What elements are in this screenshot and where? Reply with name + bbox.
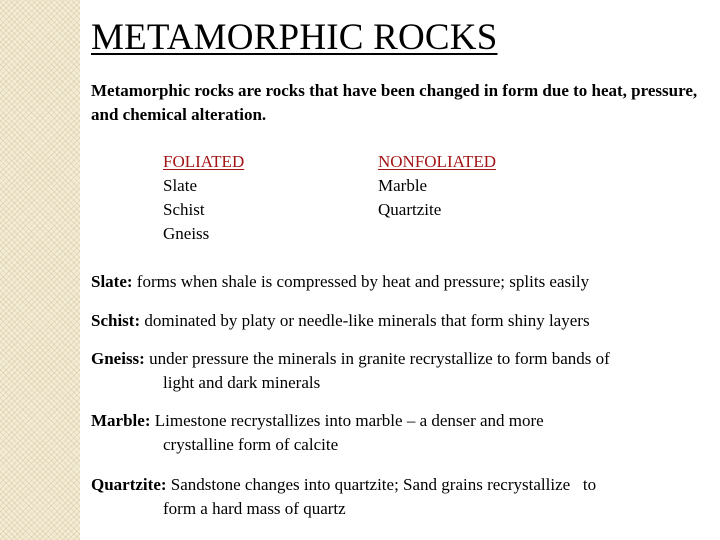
nonfoliated-item-marble: Marble xyxy=(378,176,428,195)
definition-term: Slate: xyxy=(91,272,133,291)
slide-title: METAMORPHIC ROCKS xyxy=(91,17,498,58)
foliated-item-gneiss: Gneiss xyxy=(163,224,210,243)
definition-continuation: form a hard mass of quartz xyxy=(163,499,346,518)
intro-paragraph: Metamorphic rocks are rocks that have been changed in form due to heat, pressure, and chemical alteration. xyxy=(91,81,698,124)
foliated-header: FOLIATED xyxy=(163,152,245,171)
definition-gneiss xyxy=(91,347,706,395)
definition-continuation: crystalline form of calcite xyxy=(163,435,339,454)
decorative-side-band xyxy=(0,0,80,540)
definition-quartzite xyxy=(91,473,706,521)
nonfoliated-header: NONFOLIATED xyxy=(378,152,497,171)
definition-marble xyxy=(91,409,706,457)
definition-term: Quartzite: xyxy=(91,475,167,494)
definition-text: Sandstone changes into quartzite; Sand grains recrystallize to xyxy=(170,475,597,494)
foliated-column xyxy=(163,150,244,246)
definition-term: Gneiss: xyxy=(91,349,145,368)
definition-text: under pressure the minerals in granite recrystallize to form bands of xyxy=(149,349,610,368)
definition-continuation: light and dark minerals xyxy=(163,373,321,392)
nonfoliated-item-quartzite: Quartzite xyxy=(378,200,442,219)
definition-term: Schist: xyxy=(91,311,141,330)
definition-slate xyxy=(91,270,706,294)
definition-term: Marble: xyxy=(91,411,151,430)
nonfoliated-column xyxy=(378,150,496,222)
definition-schist xyxy=(91,309,706,333)
definition-text: dominated by platy or needle-like minerals that form shiny layers xyxy=(144,311,590,330)
definition-text: forms when shale is compressed by heat and pressure; splits easily xyxy=(136,272,590,291)
foliated-item-schist: Schist xyxy=(163,200,205,219)
foliated-item-slate: Slate xyxy=(163,176,197,195)
definition-text: Limestone recrystallizes into marble – a denser and more xyxy=(154,411,544,430)
